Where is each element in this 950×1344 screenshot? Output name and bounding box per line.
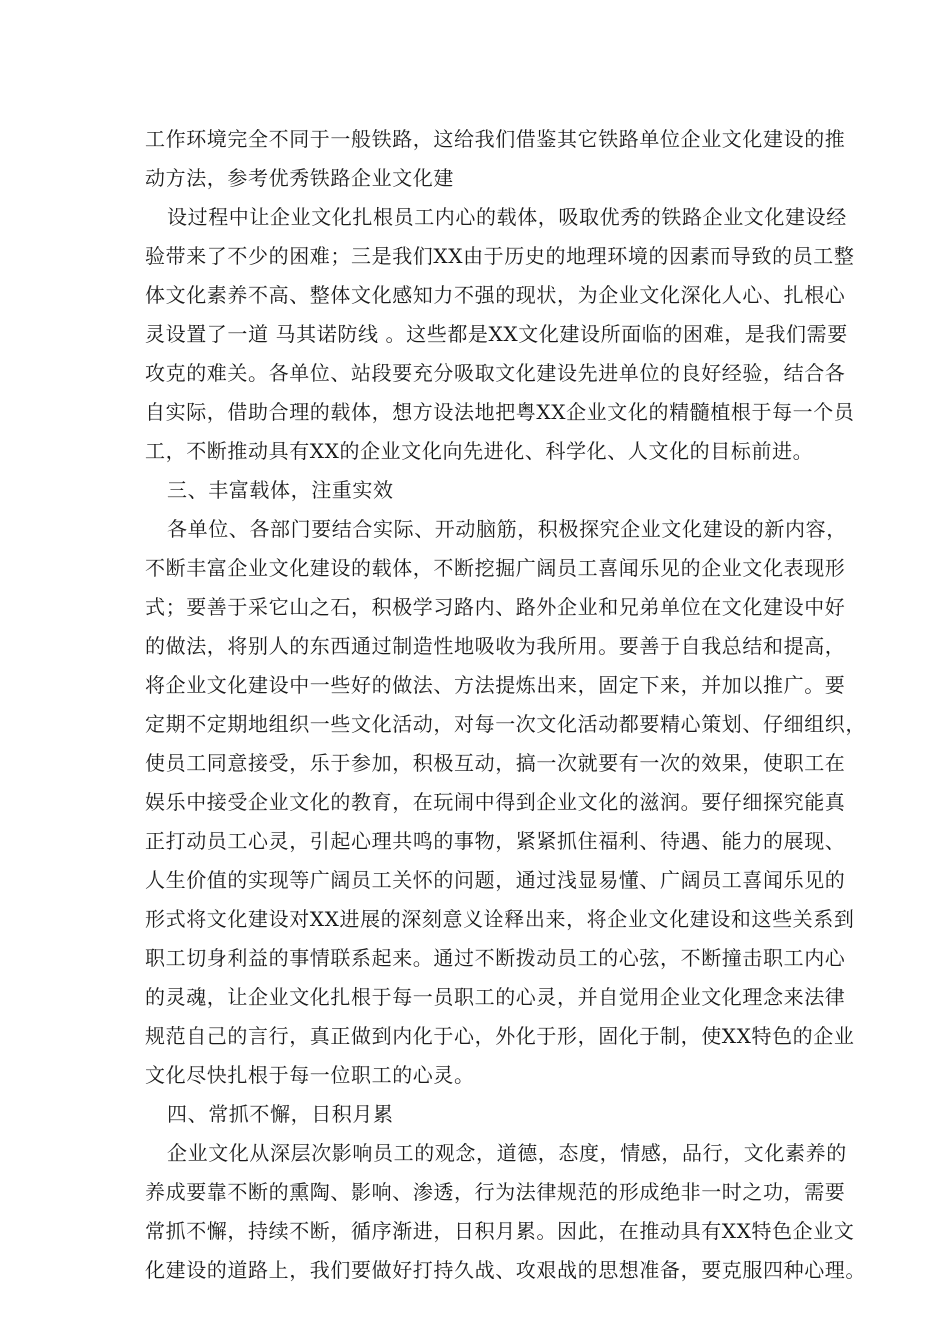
- heading-text: 四、常抓不懈，日积月累: [167, 1102, 394, 1126]
- heading-text: 三、丰富载体，注重实效: [167, 478, 394, 502]
- text-line: 攻克的难关。各单位、站段要充分吸取文化建设先进单位的良好经验，结合各: [145, 361, 846, 385]
- text-line: 自实际，借助合理的载体，想方设法地把粤XX企业文化的精髓植根于每一个员: [145, 400, 855, 424]
- text-line: 化建设的道路上，我们要做好打持久战、攻艰战的思想准备，要克服四种心理。: [145, 1258, 866, 1282]
- text-line: 娱乐中接受企业文化的教育，在玩闹中得到企业文化的滋润。要仔细探究能真: [145, 790, 846, 814]
- text-line: 常抓不懈，持续不断，循序渐进，日积月累。因此，在推动具有XX特色企业文: [145, 1219, 855, 1243]
- text-line: 式；要善于采它山之石，积极学习路内、路外企业和兄弟单位在文化建设中好: [145, 595, 846, 619]
- paragraph: [145, 1134, 866, 1290]
- paragraph: [145, 120, 846, 198]
- text-line: 设过程中让企业文化扎根员工内心的载体，吸取优秀的铁路企业文化建设经: [167, 205, 847, 229]
- text-line: 使员工同意接受，乐于参加，积极互动，搞一次就要有一次的效果，使职工在: [145, 751, 846, 775]
- text-line: 正打动员工心灵，引起心理共鸣的事物，紧紧抓住福利、待遇、能力的展现、: [145, 829, 846, 853]
- section-heading: [145, 1095, 815, 1134]
- text-line: 将企业文化建设中一些好的做法、方法提炼出来，固定下来，并加以推广。要: [145, 673, 846, 697]
- text-line: 职工切身利益的事情联系起来。通过不断拨动员工的心弦，不断撞击职工内心: [145, 946, 846, 970]
- text-line: 不断丰富企业文化建设的载体，不断挖掘广阔员工喜闻乐见的企业文化表现形: [145, 556, 846, 580]
- document-body: [145, 120, 866, 1290]
- text-line: 验带来了不少的困难；三是我们XX由于历史的地理环境的因素而导致的员工整: [145, 244, 855, 268]
- text-line: 养成要靠不断的熏陶、影响、渗透，行为法律规范的形成绝非一时之功，需要: [145, 1180, 846, 1204]
- text-line: 各单位、各部门要结合实际、开动脑筋，积极探究企业文化建设的新内容，: [167, 517, 847, 541]
- paragraph: [145, 510, 866, 1095]
- text-line: 定期不定期地组织一些文化活动，对每一次文化活动都要精心策划、仔细组织，: [145, 712, 866, 736]
- text-line: 形式将文化建设对XX进展的深刻意义诠释出来，将企业文化建设和这些关系到: [145, 907, 855, 931]
- text-line: 规范自己的言行，真正做到内化于心，外化于形，固化于制，使XX特色的企业: [145, 1024, 855, 1048]
- section-heading: [145, 471, 815, 510]
- text-line: 企业文化从深层次影响员工的观念，道德，态度，情感，品行，文化素养的: [167, 1141, 847, 1165]
- text-line: 的灵魂，让企业文化扎根于每一员职工的心灵，并自觉用企业文化理念来法律: [145, 985, 846, 1009]
- text-line: 人生价值的实现等广阔员工关怀的问题，通过浅显易懂、广阔员工喜闻乐见的: [145, 868, 846, 892]
- text-line: 体文化素养不高、整体文化感知力不强的现状，为企业文化深化人心、扎根心: [145, 283, 846, 307]
- text-line: 灵设置了一道 马其诺防线 。这些都是XX文化建设所面临的困难，是我们需要: [145, 322, 848, 346]
- text-line: 工，不断推动具有XX的企业文化向先进化、科学化、人文化的目标前进。: [145, 439, 814, 463]
- text-line: 的做法，将别人的东西通过制造性地吸收为我所用。要善于自我总结和提高，: [145, 634, 846, 658]
- paragraph: [145, 198, 855, 471]
- text-line: 动方法，参考优秀铁路企业文化建: [145, 166, 454, 190]
- text-line: 文化尽快扎根于每一位职工的心灵。: [145, 1063, 475, 1087]
- text-line: 工作环境完全不同于一般铁路，这给我们借鉴其它铁路单位企业文化建设的推: [145, 127, 846, 151]
